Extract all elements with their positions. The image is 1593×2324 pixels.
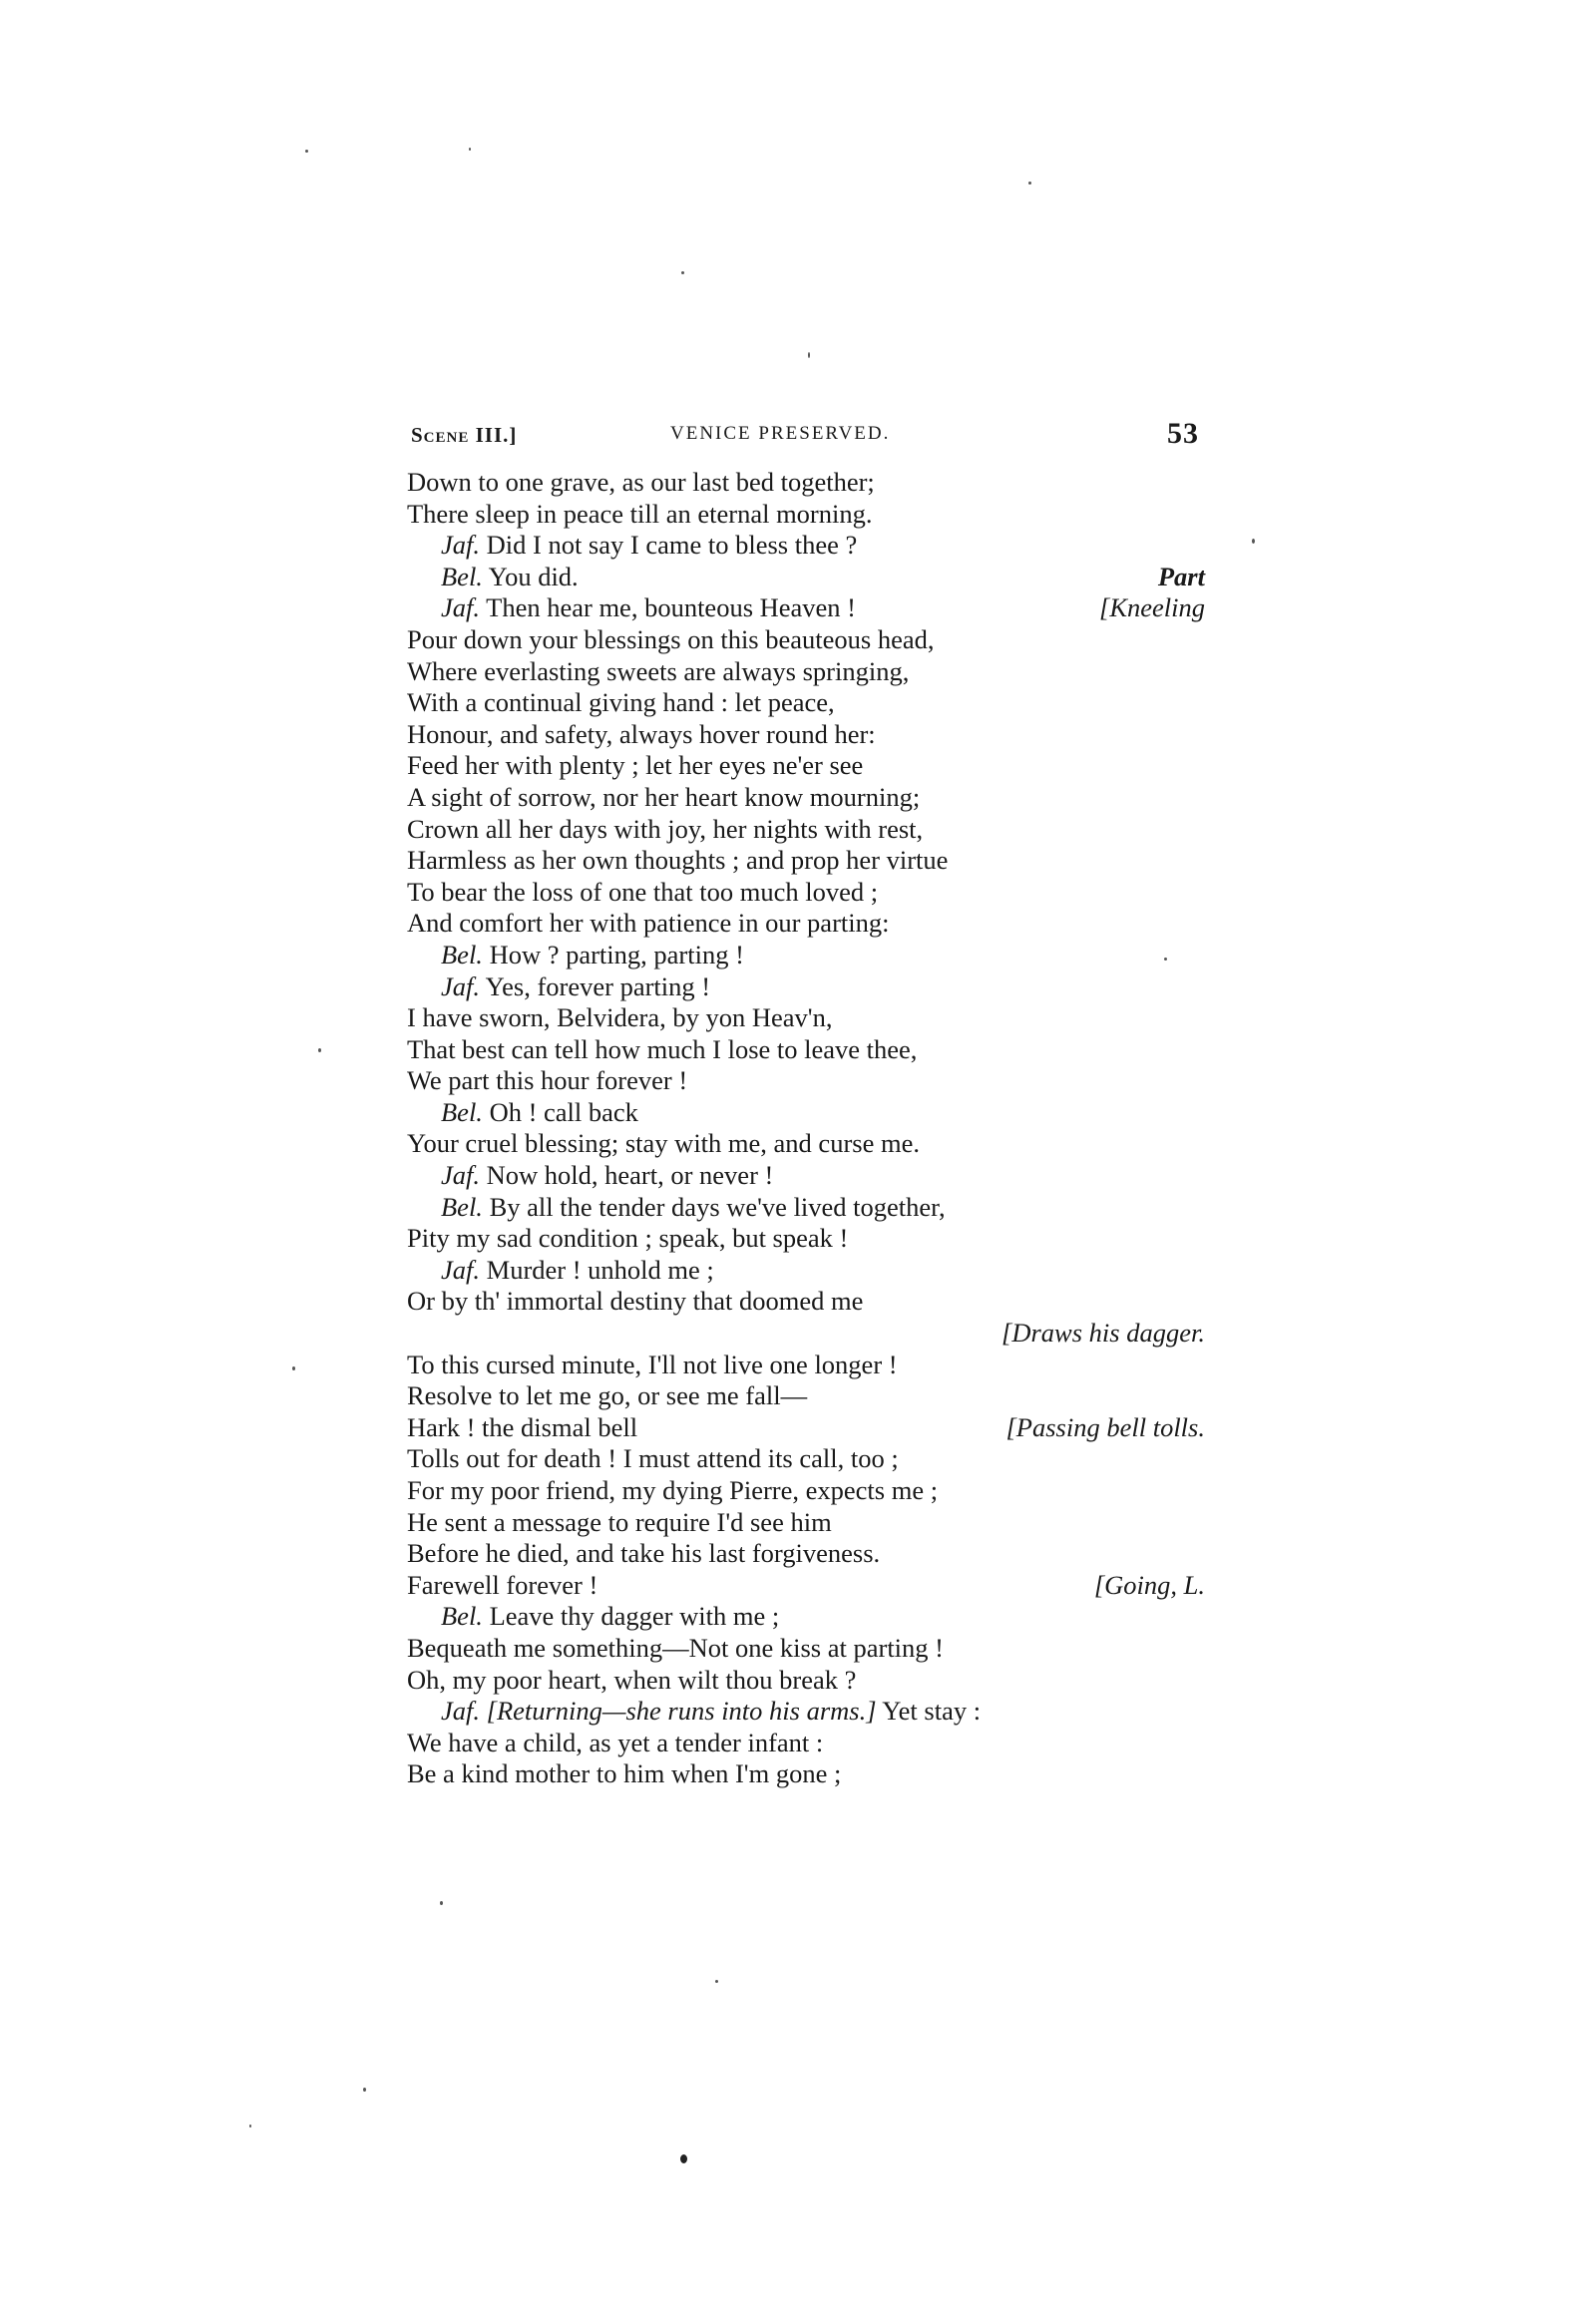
scan-speck [440, 1901, 443, 1905]
right-stage-direction: [Kneeling [1099, 592, 1205, 623]
text-line [407, 499, 1205, 531]
line-text: There sleep in peace till an eternal morning. [407, 498, 873, 529]
text-line [407, 1728, 1205, 1759]
line-text: Oh ! call back [482, 1096, 638, 1127]
text-line [407, 467, 1205, 499]
speaker-name: Bel. [441, 1601, 483, 1632]
line-text: Now hold, heart, or never ! [480, 1160, 774, 1191]
text-line [407, 1192, 1205, 1224]
speaker-name: Jaf. [441, 1254, 480, 1285]
text-line [407, 719, 1205, 751]
line-text: Then hear me, bounteous Heaven ! [480, 592, 857, 623]
speaker-name: Jaf. [441, 592, 480, 623]
scan-speck [469, 148, 471, 151]
scan-speck [318, 1048, 321, 1052]
text-line [407, 908, 1205, 940]
line-text: Tolls out for death ! I must attend its call, too ; [407, 1443, 899, 1474]
text-line [407, 1507, 1205, 1539]
right-stage-direction: Part [1157, 561, 1205, 591]
line-text: Crown all her days with joy, her nights with rest, [407, 813, 924, 844]
speaker-name: Bel. [441, 939, 483, 969]
line-text: Did I not say I came to bless thee ? [480, 530, 858, 561]
text-line [407, 1255, 1205, 1287]
line-text: By all the tender days we've lived together, [482, 1191, 946, 1222]
line-text: Bequeath me something—Not one kiss at parting ! [407, 1632, 944, 1663]
text-line [407, 687, 1205, 719]
text-line [407, 1034, 1205, 1066]
right-stage-direction: [Passing bell tolls. [1005, 1411, 1205, 1442]
line-text: He sent a message to require I'd see him [407, 1506, 832, 1537]
text-line [407, 1128, 1205, 1160]
line-text: We have a child, as yet a tender infant : [407, 1727, 824, 1757]
scene-marker: Scene III.] [411, 423, 518, 447]
line-text: Harmless as her own thoughts ; and prop her virtue [407, 845, 949, 876]
line-text: Honour, and safety, always hover round her: [407, 718, 876, 749]
line-text: Be a kind mother to him when I'm gone ; [407, 1758, 842, 1789]
speaker-name: Jaf. [441, 530, 480, 561]
text-line [407, 971, 1205, 1003]
text-line [407, 656, 1205, 688]
running-title: VENICE PRESERVED. [670, 423, 891, 444]
line-text: Or by th' immortal destiny that doomed me [407, 1286, 864, 1317]
line-text: How ? parting, parting ! [482, 939, 744, 969]
line-text: Before he died, and take his last forgiveness. [407, 1538, 881, 1569]
line-text: To bear the loss of one that too much loved ; [407, 876, 879, 907]
text-line [407, 782, 1205, 814]
text-line [407, 1223, 1205, 1255]
scan-speck [363, 2088, 366, 2092]
scan-speck [808, 352, 810, 358]
text-line [407, 1065, 1205, 1097]
line-text: Pour down your blessings on this beauteous head, [407, 623, 935, 654]
text-line [407, 845, 1205, 877]
text-line [407, 1475, 1205, 1507]
line-text: Pity my sad condition ; speak, but speak ! [407, 1223, 849, 1254]
line-text: We part this hour forever ! [407, 1065, 688, 1096]
line-text [480, 1696, 487, 1726]
text-line [407, 1097, 1205, 1129]
scan-speck [249, 2125, 251, 2128]
line-text: Your cruel blessing; stay with me, and curse me. [407, 1128, 920, 1159]
text-line [407, 1002, 1205, 1034]
right-stage-direction: [Going, L. [1093, 1569, 1205, 1600]
scan-speck [292, 1366, 295, 1370]
text-line [407, 1318, 1205, 1350]
line-text: Farewell forever ! [407, 1569, 598, 1600]
stage-direction: [Returning—she runs into his arms.] [486, 1696, 877, 1727]
text-line [407, 877, 1205, 909]
speaker-name: Bel. [441, 561, 483, 591]
line-text: Down to one grave, as our last bed together; [407, 467, 875, 497]
running-header [411, 417, 1199, 457]
text-line [407, 814, 1205, 846]
text-line [407, 1443, 1205, 1475]
line-text: Murder ! unhold me ; [480, 1254, 714, 1285]
text-line [407, 940, 1205, 971]
line-text: Hark ! the dismal bell [407, 1411, 638, 1442]
text-line [407, 1633, 1205, 1665]
line-text: That best can tell how much I lose to leave thee, [407, 1033, 918, 1064]
right-stage-direction: [Draws his dagger. [1001, 1318, 1205, 1349]
line-text: For my poor friend, my dying Pierre, expects me ; [407, 1475, 939, 1505]
scan-speck [681, 271, 684, 274]
speaker-name: Bel. [441, 1191, 483, 1222]
text-line [407, 1286, 1205, 1318]
line-text: And comfort her with patience in our parting: [407, 908, 890, 939]
text-line [407, 530, 1205, 562]
speaker-name: Bel. [441, 1096, 483, 1127]
line-text: I have sworn, Belvidera, by yon Heav'n, [407, 1002, 833, 1033]
text-line [407, 1570, 1205, 1602]
speaker-name: Jaf. [441, 970, 480, 1001]
text-line [407, 750, 1205, 782]
line-text: To this cursed minute, I'll not live one longer ! [407, 1349, 898, 1379]
scan-speck [305, 150, 308, 153]
text-line [407, 1665, 1205, 1697]
scan-speck [1028, 182, 1031, 185]
line-text: With a continual giving hand : let peace, [407, 687, 835, 718]
line-text: You did. [482, 561, 579, 591]
speaker-name: Jaf. [441, 1696, 480, 1727]
text-line [407, 592, 1205, 624]
line-text: Feed her with plenty ; let her eyes ne'er see [407, 750, 864, 781]
text-line [407, 1160, 1205, 1192]
scan-speck [1252, 539, 1255, 544]
line-text: Oh, my poor heart, when wilt thou break ? [407, 1664, 857, 1695]
text-line [407, 1758, 1205, 1790]
line-text: Yes, forever parting ! [480, 970, 711, 1001]
play-text [407, 467, 1205, 1790]
scan-speck [1164, 958, 1167, 961]
text-line [407, 562, 1205, 593]
line-text: Resolve to let me go, or see me fall— [407, 1380, 808, 1411]
text-line [407, 1412, 1205, 1444]
speaker-name: Jaf. [441, 1160, 480, 1191]
text-line [407, 1350, 1205, 1381]
line-text: Where everlasting sweets are always springing, [407, 655, 910, 686]
text-line [407, 624, 1205, 656]
line-text: Leave thy dagger with me ; [482, 1601, 780, 1632]
text-line [407, 1601, 1205, 1633]
text-line [407, 1696, 1205, 1728]
text-line [407, 1380, 1205, 1412]
scan-speck [715, 1980, 718, 1983]
line-text-continued: Yet stay : [876, 1696, 982, 1727]
line-text: A sight of sorrow, nor her heart know mourning; [407, 781, 921, 812]
text-line [407, 1538, 1205, 1570]
page-footer-mark [680, 2154, 687, 2163]
page-number: 53 [1167, 417, 1199, 450]
